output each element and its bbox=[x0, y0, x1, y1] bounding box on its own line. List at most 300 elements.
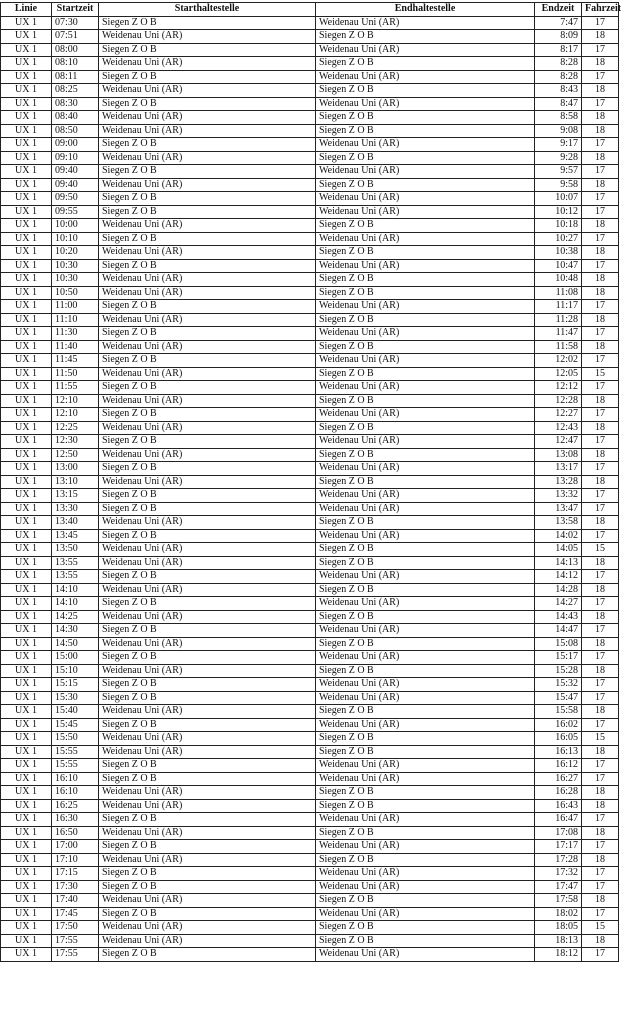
cell-startzeit: 10:30 bbox=[52, 259, 99, 273]
cell-starthaltestelle: Siegen Z O B bbox=[99, 529, 316, 543]
cell-endzeit: 12:47 bbox=[535, 435, 582, 449]
cell-fahrzeit: 18 bbox=[582, 394, 619, 408]
cell-endzeit: 9:08 bbox=[535, 124, 582, 138]
table-row bbox=[1, 313, 619, 327]
cell-linie: UX 1 bbox=[1, 462, 52, 476]
cell-fahrzeit: 17 bbox=[582, 772, 619, 786]
table-row bbox=[1, 462, 619, 476]
cell-linie: UX 1 bbox=[1, 718, 52, 732]
cell-fahrzeit: 18 bbox=[582, 313, 619, 327]
table-row bbox=[1, 489, 619, 503]
cell-endhaltestelle: Weidenau Uni (AR) bbox=[316, 259, 535, 273]
cell-startzeit: 14:30 bbox=[52, 624, 99, 638]
cell-linie: UX 1 bbox=[1, 597, 52, 611]
cell-fahrzeit: 18 bbox=[582, 516, 619, 530]
table-row bbox=[1, 772, 619, 786]
cell-fahrzeit: 17 bbox=[582, 354, 619, 368]
cell-starthaltestelle: Siegen Z O B bbox=[99, 840, 316, 854]
cell-starthaltestelle: Siegen Z O B bbox=[99, 205, 316, 219]
cell-endhaltestelle: Siegen Z O B bbox=[316, 583, 535, 597]
cell-fahrzeit: 15 bbox=[582, 543, 619, 557]
cell-fahrzeit: 15 bbox=[582, 367, 619, 381]
cell-starthaltestelle: Siegen Z O B bbox=[99, 691, 316, 705]
table-row bbox=[1, 718, 619, 732]
cell-linie: UX 1 bbox=[1, 178, 52, 192]
cell-linie: UX 1 bbox=[1, 759, 52, 773]
cell-endhaltestelle: Siegen Z O B bbox=[316, 246, 535, 260]
cell-endzeit: 12:28 bbox=[535, 394, 582, 408]
cell-fahrzeit: 18 bbox=[582, 151, 619, 165]
cell-startzeit: 12:25 bbox=[52, 421, 99, 435]
cell-fahrzeit: 17 bbox=[582, 948, 619, 962]
cell-starthaltestelle: Weidenau Uni (AR) bbox=[99, 394, 316, 408]
cell-startzeit: 13:30 bbox=[52, 502, 99, 516]
table-row bbox=[1, 219, 619, 233]
cell-endzeit: 8:28 bbox=[535, 70, 582, 84]
cell-linie: UX 1 bbox=[1, 340, 52, 354]
cell-endzeit: 10:38 bbox=[535, 246, 582, 260]
cell-starthaltestelle: Siegen Z O B bbox=[99, 97, 316, 111]
cell-startzeit: 16:10 bbox=[52, 772, 99, 786]
cell-startzeit: 09:10 bbox=[52, 151, 99, 165]
cell-starthaltestelle: Weidenau Uni (AR) bbox=[99, 30, 316, 44]
header-row bbox=[1, 3, 619, 17]
cell-startzeit: 08:00 bbox=[52, 43, 99, 57]
cell-endhaltestelle: Weidenau Uni (AR) bbox=[316, 529, 535, 543]
cell-endhaltestelle: Weidenau Uni (AR) bbox=[316, 300, 535, 314]
cell-endzeit: 10:07 bbox=[535, 192, 582, 206]
cell-fahrzeit: 17 bbox=[582, 529, 619, 543]
cell-startzeit: 15:50 bbox=[52, 732, 99, 746]
cell-endzeit: 12:27 bbox=[535, 408, 582, 422]
cell-endhaltestelle: Weidenau Uni (AR) bbox=[316, 813, 535, 827]
table-row bbox=[1, 259, 619, 273]
cell-fahrzeit: 17 bbox=[582, 597, 619, 611]
cell-endzeit: 10:48 bbox=[535, 273, 582, 287]
cell-endhaltestelle: Siegen Z O B bbox=[316, 394, 535, 408]
table-row bbox=[1, 907, 619, 921]
cell-startzeit: 13:10 bbox=[52, 475, 99, 489]
cell-endzeit: 15:47 bbox=[535, 691, 582, 705]
cell-endzeit: 10:47 bbox=[535, 259, 582, 273]
table-row bbox=[1, 543, 619, 557]
cell-fahrzeit: 17 bbox=[582, 138, 619, 152]
cell-linie: UX 1 bbox=[1, 921, 52, 935]
table-row bbox=[1, 300, 619, 314]
table-row bbox=[1, 934, 619, 948]
cell-starthaltestelle: Weidenau Uni (AR) bbox=[99, 57, 316, 71]
cell-fahrzeit: 17 bbox=[582, 624, 619, 638]
table-row bbox=[1, 57, 619, 71]
cell-endhaltestelle: Weidenau Uni (AR) bbox=[316, 570, 535, 584]
cell-endzeit: 16:28 bbox=[535, 786, 582, 800]
table-row bbox=[1, 583, 619, 597]
cell-endzeit: 16:43 bbox=[535, 799, 582, 813]
table-row bbox=[1, 151, 619, 165]
cell-fahrzeit: 18 bbox=[582, 111, 619, 125]
table-row bbox=[1, 16, 619, 30]
cell-endhaltestelle: Weidenau Uni (AR) bbox=[316, 70, 535, 84]
cell-endhaltestelle: Weidenau Uni (AR) bbox=[316, 489, 535, 503]
cell-endzeit: 9:57 bbox=[535, 165, 582, 179]
cell-startzeit: 14:10 bbox=[52, 597, 99, 611]
cell-starthaltestelle: Siegen Z O B bbox=[99, 408, 316, 422]
table-row bbox=[1, 502, 619, 516]
cell-fahrzeit: 17 bbox=[582, 880, 619, 894]
cell-endhaltestelle: Weidenau Uni (AR) bbox=[316, 97, 535, 111]
cell-endzeit: 14:13 bbox=[535, 556, 582, 570]
cell-endhaltestelle: Weidenau Uni (AR) bbox=[316, 381, 535, 395]
cell-startzeit: 10:00 bbox=[52, 219, 99, 233]
cell-starthaltestelle: Weidenau Uni (AR) bbox=[99, 826, 316, 840]
cell-endzeit: 13:58 bbox=[535, 516, 582, 530]
table-row bbox=[1, 286, 619, 300]
cell-starthaltestelle: Weidenau Uni (AR) bbox=[99, 516, 316, 530]
cell-startzeit: 15:40 bbox=[52, 705, 99, 719]
table-row bbox=[1, 759, 619, 773]
cell-linie: UX 1 bbox=[1, 84, 52, 98]
cell-endhaltestelle: Weidenau Uni (AR) bbox=[316, 43, 535, 57]
cell-endhaltestelle: Siegen Z O B bbox=[316, 786, 535, 800]
cell-endhaltestelle: Siegen Z O B bbox=[316, 151, 535, 165]
cell-starthaltestelle: Weidenau Uni (AR) bbox=[99, 273, 316, 287]
cell-starthaltestelle: Weidenau Uni (AR) bbox=[99, 367, 316, 381]
cell-endhaltestelle: Siegen Z O B bbox=[316, 516, 535, 530]
table-row bbox=[1, 475, 619, 489]
cell-starthaltestelle: Siegen Z O B bbox=[99, 462, 316, 476]
cell-starthaltestelle: Siegen Z O B bbox=[99, 192, 316, 206]
cell-endhaltestelle: Siegen Z O B bbox=[316, 934, 535, 948]
cell-startzeit: 08:40 bbox=[52, 111, 99, 125]
cell-startzeit: 17:30 bbox=[52, 880, 99, 894]
cell-startzeit: 11:40 bbox=[52, 340, 99, 354]
cell-linie: UX 1 bbox=[1, 745, 52, 759]
cell-fahrzeit: 18 bbox=[582, 826, 619, 840]
cell-endhaltestelle: Siegen Z O B bbox=[316, 637, 535, 651]
cell-linie: UX 1 bbox=[1, 840, 52, 854]
cell-endzeit: 16:05 bbox=[535, 732, 582, 746]
cell-linie: UX 1 bbox=[1, 826, 52, 840]
cell-startzeit: 07:51 bbox=[52, 30, 99, 44]
table-row bbox=[1, 867, 619, 881]
cell-linie: UX 1 bbox=[1, 516, 52, 530]
cell-endhaltestelle: Siegen Z O B bbox=[316, 732, 535, 746]
cell-endhaltestelle: Weidenau Uni (AR) bbox=[316, 205, 535, 219]
table-row bbox=[1, 516, 619, 530]
cell-linie: UX 1 bbox=[1, 97, 52, 111]
cell-startzeit: 14:25 bbox=[52, 610, 99, 624]
cell-endhaltestelle: Siegen Z O B bbox=[316, 421, 535, 435]
cell-linie: UX 1 bbox=[1, 475, 52, 489]
table-row bbox=[1, 597, 619, 611]
cell-endzeit: 14:43 bbox=[535, 610, 582, 624]
cell-starthaltestelle: Weidenau Uni (AR) bbox=[99, 543, 316, 557]
table-row bbox=[1, 840, 619, 854]
cell-fahrzeit: 17 bbox=[582, 502, 619, 516]
cell-endzeit: 14:05 bbox=[535, 543, 582, 557]
cell-linie: UX 1 bbox=[1, 948, 52, 962]
cell-endhaltestelle: Weidenau Uni (AR) bbox=[316, 772, 535, 786]
cell-fahrzeit: 17 bbox=[582, 813, 619, 827]
cell-linie: UX 1 bbox=[1, 70, 52, 84]
cell-endzeit: 16:02 bbox=[535, 718, 582, 732]
cell-endhaltestelle: Weidenau Uni (AR) bbox=[316, 880, 535, 894]
cell-endzeit: 8:47 bbox=[535, 97, 582, 111]
cell-fahrzeit: 18 bbox=[582, 853, 619, 867]
cell-endhaltestelle: Siegen Z O B bbox=[316, 367, 535, 381]
cell-endhaltestelle: Weidenau Uni (AR) bbox=[316, 408, 535, 422]
cell-startzeit: 11:00 bbox=[52, 300, 99, 314]
cell-linie: UX 1 bbox=[1, 867, 52, 881]
cell-linie: UX 1 bbox=[1, 880, 52, 894]
cell-startzeit: 08:25 bbox=[52, 84, 99, 98]
cell-startzeit: 10:50 bbox=[52, 286, 99, 300]
cell-startzeit: 16:30 bbox=[52, 813, 99, 827]
table-row bbox=[1, 826, 619, 840]
cell-starthaltestelle: Weidenau Uni (AR) bbox=[99, 84, 316, 98]
cell-endhaltestelle: Weidenau Uni (AR) bbox=[316, 691, 535, 705]
cell-endzeit: 8:09 bbox=[535, 30, 582, 44]
cell-endzeit: 12:12 bbox=[535, 381, 582, 395]
cell-linie: UX 1 bbox=[1, 529, 52, 543]
cell-fahrzeit: 17 bbox=[582, 97, 619, 111]
cell-startzeit: 08:10 bbox=[52, 57, 99, 71]
cell-starthaltestelle: Siegen Z O B bbox=[99, 502, 316, 516]
cell-endzeit: 17:47 bbox=[535, 880, 582, 894]
cell-fahrzeit: 18 bbox=[582, 421, 619, 435]
cell-fahrzeit: 17 bbox=[582, 327, 619, 341]
table-row bbox=[1, 948, 619, 962]
cell-startzeit: 11:55 bbox=[52, 381, 99, 395]
cell-starthaltestelle: Weidenau Uni (AR) bbox=[99, 583, 316, 597]
cell-endzeit: 9:28 bbox=[535, 151, 582, 165]
cell-endhaltestelle: Siegen Z O B bbox=[316, 84, 535, 98]
cell-fahrzeit: 18 bbox=[582, 286, 619, 300]
table-row bbox=[1, 745, 619, 759]
cell-starthaltestelle: Siegen Z O B bbox=[99, 759, 316, 773]
table-row bbox=[1, 894, 619, 908]
cell-linie: UX 1 bbox=[1, 813, 52, 827]
cell-linie: UX 1 bbox=[1, 894, 52, 908]
cell-starthaltestelle: Siegen Z O B bbox=[99, 435, 316, 449]
cell-endhaltestelle: Weidenau Uni (AR) bbox=[316, 651, 535, 665]
cell-starthaltestelle: Weidenau Uni (AR) bbox=[99, 178, 316, 192]
cell-endzeit: 9:58 bbox=[535, 178, 582, 192]
cell-startzeit: 10:20 bbox=[52, 246, 99, 260]
cell-starthaltestelle: Siegen Z O B bbox=[99, 813, 316, 827]
cell-fahrzeit: 17 bbox=[582, 192, 619, 206]
cell-startzeit: 16:10 bbox=[52, 786, 99, 800]
cell-fahrzeit: 18 bbox=[582, 246, 619, 260]
cell-linie: UX 1 bbox=[1, 610, 52, 624]
cell-fahrzeit: 18 bbox=[582, 448, 619, 462]
cell-endhaltestelle: Siegen Z O B bbox=[316, 124, 535, 138]
cell-endhaltestelle: Siegen Z O B bbox=[316, 664, 535, 678]
table-row bbox=[1, 691, 619, 705]
cell-endhaltestelle: Siegen Z O B bbox=[316, 543, 535, 557]
cell-linie: UX 1 bbox=[1, 799, 52, 813]
cell-startzeit: 13:15 bbox=[52, 489, 99, 503]
cell-starthaltestelle: Weidenau Uni (AR) bbox=[99, 921, 316, 935]
cell-fahrzeit: 17 bbox=[582, 381, 619, 395]
cell-endzeit: 8:28 bbox=[535, 57, 582, 71]
table-row bbox=[1, 421, 619, 435]
cell-startzeit: 10:30 bbox=[52, 273, 99, 287]
cell-linie: UX 1 bbox=[1, 381, 52, 395]
cell-startzeit: 13:55 bbox=[52, 570, 99, 584]
cell-endzeit: 17:17 bbox=[535, 840, 582, 854]
cell-endhaltestelle: Weidenau Uni (AR) bbox=[316, 907, 535, 921]
table-row bbox=[1, 178, 619, 192]
cell-startzeit: 08:30 bbox=[52, 97, 99, 111]
cell-linie: UX 1 bbox=[1, 637, 52, 651]
cell-endhaltestelle: Weidenau Uni (AR) bbox=[316, 435, 535, 449]
table-row bbox=[1, 138, 619, 152]
cell-fahrzeit: 17 bbox=[582, 489, 619, 503]
cell-startzeit: 08:50 bbox=[52, 124, 99, 138]
cell-endzeit: 17:08 bbox=[535, 826, 582, 840]
cell-endhaltestelle: Weidenau Uni (AR) bbox=[316, 165, 535, 179]
cell-linie: UX 1 bbox=[1, 232, 52, 246]
cell-startzeit: 15:00 bbox=[52, 651, 99, 665]
cell-linie: UX 1 bbox=[1, 205, 52, 219]
cell-startzeit: 15:15 bbox=[52, 678, 99, 692]
cell-endhaltestelle: Siegen Z O B bbox=[316, 826, 535, 840]
cell-starthaltestelle: Weidenau Uni (AR) bbox=[99, 705, 316, 719]
cell-starthaltestelle: Siegen Z O B bbox=[99, 327, 316, 341]
column-header-starthaltestelle: Starthaltestelle bbox=[99, 3, 316, 17]
cell-fahrzeit: 18 bbox=[582, 273, 619, 287]
cell-fahrzeit: 17 bbox=[582, 570, 619, 584]
cell-starthaltestelle: Weidenau Uni (AR) bbox=[99, 448, 316, 462]
column-header-endzeit: Endzeit bbox=[535, 3, 582, 17]
cell-starthaltestelle: Weidenau Uni (AR) bbox=[99, 745, 316, 759]
cell-linie: UX 1 bbox=[1, 624, 52, 638]
cell-linie: UX 1 bbox=[1, 300, 52, 314]
cell-startzeit: 11:10 bbox=[52, 313, 99, 327]
cell-fahrzeit: 18 bbox=[582, 894, 619, 908]
cell-starthaltestelle: Siegen Z O B bbox=[99, 718, 316, 732]
cell-endhaltestelle: Weidenau Uni (AR) bbox=[316, 16, 535, 30]
cell-fahrzeit: 17 bbox=[582, 205, 619, 219]
cell-endzeit: 8:17 bbox=[535, 43, 582, 57]
cell-starthaltestelle: Siegen Z O B bbox=[99, 678, 316, 692]
cell-starthaltestelle: Siegen Z O B bbox=[99, 259, 316, 273]
cell-endzeit: 10:18 bbox=[535, 219, 582, 233]
cell-startzeit: 12:10 bbox=[52, 394, 99, 408]
cell-startzeit: 17:40 bbox=[52, 894, 99, 908]
cell-linie: UX 1 bbox=[1, 732, 52, 746]
cell-endzeit: 11:47 bbox=[535, 327, 582, 341]
cell-endhaltestelle: Siegen Z O B bbox=[316, 219, 535, 233]
cell-startzeit: 09:40 bbox=[52, 178, 99, 192]
cell-startzeit: 17:10 bbox=[52, 853, 99, 867]
cell-starthaltestelle: Weidenau Uni (AR) bbox=[99, 556, 316, 570]
cell-endhaltestelle: Siegen Z O B bbox=[316, 57, 535, 71]
cell-startzeit: 13:55 bbox=[52, 556, 99, 570]
cell-starthaltestelle: Weidenau Uni (AR) bbox=[99, 786, 316, 800]
cell-endhaltestelle: Siegen Z O B bbox=[316, 30, 535, 44]
column-header-startzeit: Startzeit bbox=[52, 3, 99, 17]
cell-endhaltestelle: Siegen Z O B bbox=[316, 610, 535, 624]
cell-fahrzeit: 18 bbox=[582, 57, 619, 71]
cell-startzeit: 11:30 bbox=[52, 327, 99, 341]
table-row bbox=[1, 853, 619, 867]
cell-linie: UX 1 bbox=[1, 246, 52, 260]
cell-fahrzeit: 18 bbox=[582, 178, 619, 192]
cell-endzeit: 15:08 bbox=[535, 637, 582, 651]
cell-endzeit: 10:27 bbox=[535, 232, 582, 246]
cell-linie: UX 1 bbox=[1, 786, 52, 800]
cell-endzeit: 9:17 bbox=[535, 138, 582, 152]
cell-startzeit: 17:55 bbox=[52, 934, 99, 948]
cell-fahrzeit: 17 bbox=[582, 678, 619, 692]
cell-endhaltestelle: Weidenau Uni (AR) bbox=[316, 354, 535, 368]
table-row bbox=[1, 529, 619, 543]
cell-linie: UX 1 bbox=[1, 556, 52, 570]
cell-starthaltestelle: Weidenau Uni (AR) bbox=[99, 475, 316, 489]
cell-linie: UX 1 bbox=[1, 138, 52, 152]
cell-starthaltestelle: Siegen Z O B bbox=[99, 300, 316, 314]
cell-endzeit: 13:47 bbox=[535, 502, 582, 516]
cell-endzeit: 13:17 bbox=[535, 462, 582, 476]
cell-starthaltestelle: Weidenau Uni (AR) bbox=[99, 421, 316, 435]
cell-starthaltestelle: Siegen Z O B bbox=[99, 948, 316, 962]
cell-starthaltestelle: Weidenau Uni (AR) bbox=[99, 853, 316, 867]
cell-endzeit: 12:43 bbox=[535, 421, 582, 435]
cell-endzeit: 15:32 bbox=[535, 678, 582, 692]
cell-endhaltestelle: Weidenau Uni (AR) bbox=[316, 840, 535, 854]
table-row bbox=[1, 786, 619, 800]
cell-fahrzeit: 18 bbox=[582, 84, 619, 98]
cell-fahrzeit: 17 bbox=[582, 718, 619, 732]
table-row bbox=[1, 732, 619, 746]
cell-starthaltestelle: Siegen Z O B bbox=[99, 138, 316, 152]
table-row bbox=[1, 610, 619, 624]
table-row bbox=[1, 813, 619, 827]
cell-endhaltestelle: Siegen Z O B bbox=[316, 448, 535, 462]
cell-endzeit: 15:58 bbox=[535, 705, 582, 719]
cell-endzeit: 16:47 bbox=[535, 813, 582, 827]
cell-startzeit: 17:45 bbox=[52, 907, 99, 921]
cell-endzeit: 11:17 bbox=[535, 300, 582, 314]
cell-starthaltestelle: Weidenau Uni (AR) bbox=[99, 894, 316, 908]
cell-starthaltestelle: Siegen Z O B bbox=[99, 43, 316, 57]
cell-fahrzeit: 17 bbox=[582, 43, 619, 57]
cell-fahrzeit: 18 bbox=[582, 637, 619, 651]
table-row bbox=[1, 651, 619, 665]
cell-fahrzeit: 18 bbox=[582, 786, 619, 800]
cell-linie: UX 1 bbox=[1, 705, 52, 719]
cell-endzeit: 11:08 bbox=[535, 286, 582, 300]
cell-endzeit: 17:32 bbox=[535, 867, 582, 881]
table-row bbox=[1, 327, 619, 341]
cell-starthaltestelle: Siegen Z O B bbox=[99, 70, 316, 84]
cell-starthaltestelle: Weidenau Uni (AR) bbox=[99, 664, 316, 678]
cell-endzeit: 14:47 bbox=[535, 624, 582, 638]
cell-linie: UX 1 bbox=[1, 286, 52, 300]
cell-fahrzeit: 17 bbox=[582, 16, 619, 30]
cell-startzeit: 13:45 bbox=[52, 529, 99, 543]
cell-fahrzeit: 18 bbox=[582, 664, 619, 678]
cell-fahrzeit: 18 bbox=[582, 583, 619, 597]
cell-fahrzeit: 17 bbox=[582, 759, 619, 773]
cell-endhaltestelle: Weidenau Uni (AR) bbox=[316, 597, 535, 611]
cell-fahrzeit: 17 bbox=[582, 300, 619, 314]
cell-starthaltestelle: Weidenau Uni (AR) bbox=[99, 219, 316, 233]
cell-linie: UX 1 bbox=[1, 570, 52, 584]
cell-starthaltestelle: Weidenau Uni (AR) bbox=[99, 732, 316, 746]
